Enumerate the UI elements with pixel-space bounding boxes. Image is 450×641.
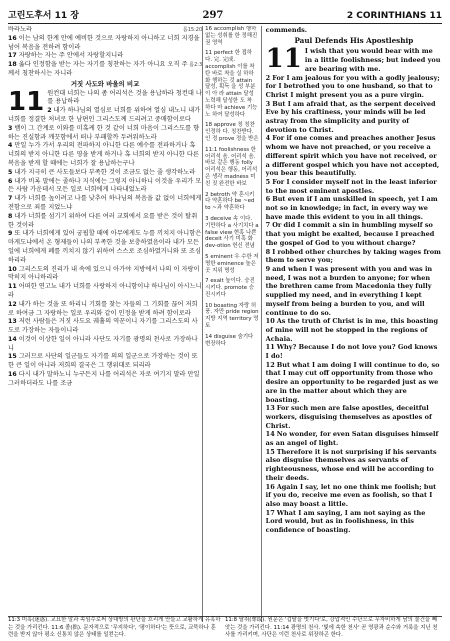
korean-verse (8, 142, 202, 168)
korean-verse (8, 230, 202, 265)
english-verse (266, 178, 442, 195)
word-note: 14 disguise 숨기다 변장하다 (205, 333, 254, 347)
verse-number: 17 (265, 508, 275, 517)
korean-verse (8, 52, 202, 61)
verse-number: 13 (265, 404, 275, 413)
verse-text: I wish that you would bear with me in a little foolishness; but indeed you are bearing with me. (304, 47, 441, 73)
verse-text: 바라노라 (8, 26, 33, 33)
verse-number: 6 (8, 177, 13, 185)
korean-verse (8, 371, 202, 389)
verse-number: 16 (8, 34, 17, 42)
korean-verse (8, 213, 202, 231)
verse-text: No wonder, for even Satan disguises himself as an angel of light. (265, 430, 439, 448)
verse-number: 10 (265, 317, 275, 326)
english-verse (266, 448, 442, 483)
korean-verse (8, 169, 202, 178)
footnotes (8, 616, 442, 639)
verse-text: and when I was present with you and was in need, I was not a burden to anyone; for when the brethren came from Macedonia they fully supplied my need, and in everything I kept myself from being a burden to you, and will continue to do so. (265, 264, 433, 317)
english-verse (266, 100, 442, 135)
verse-text: 저런 사람들은 거짓 사도요 궤휼의 역꾼이니 자기를 그리스도의 사도로 가장하는 자들이니라 (8, 318, 198, 335)
english-verse (266, 509, 442, 535)
verse-number: 14 (265, 430, 275, 439)
verse-number: 2 (47, 107, 52, 115)
cross-reference: 롬2:3 (189, 62, 203, 69)
verse-text: 어떠한 연고뇨 내가 너희를 사랑하지 아니함이냐 하나님이 아시느니라 (8, 283, 202, 299)
korean-verse (8, 283, 202, 301)
verse-text: For if one comes and preaches another Jesus whom we have not preached, or you receive a different spirit which you have not received, or a different gospel which you have not accepted, you bear this beautifully. (265, 134, 440, 178)
verse-number: 16 (8, 371, 17, 379)
chapter-number: 11 (8, 86, 45, 117)
verse-number: 6 (265, 195, 271, 204)
word-note: 10 boasting 자랑 허풍. 자만 pride region 지방 지역 territory 영토 (205, 302, 259, 330)
korean-section-heading: 거짓 사도와 바울의 비교 (70, 79, 140, 88)
verse-text: 내가 비록 말에는 졸하나 지식에는 그렇지 아니하니 이것을 우리가 모든 사람 가운데서 모든 일로 너희에게 나타내었노라 (8, 177, 202, 194)
verse-number: 11 (8, 283, 17, 291)
word-note: 5 eminent 우 수한 저명한 eminence 높은 곳 지위 명성 (205, 253, 259, 274)
verse-number: 15 (8, 353, 17, 361)
verse-number: 13 (8, 318, 17, 326)
english-verse (266, 221, 442, 247)
english-column (262, 26, 442, 622)
verse-text: 그러므로 사단의 일군들도 자기를 의의 일군으로 가장하는 것이 또한 큰 일이 아니라 저희의 결국은 그 행위대로 되리라 (8, 353, 198, 370)
verse-text: Why? Because I do not love you? God knows I do! (265, 343, 438, 361)
verse-text: 내가 하는 것을 또 하리니 기회를 찾는 자들의 그 기회를 끊어 저희로 하여금 그 자랑하는 일로 우리와 같이 인정을 받게 하려 함이로라 (8, 300, 198, 317)
korean-verse (8, 195, 202, 213)
verse-text: But even if I am unskilled in speech, yet I am not so in knowledge; in fact, in every way we have made this evident to you in all things. (265, 195, 438, 221)
verse-number: 16 (265, 482, 275, 491)
verse-number: 12 (8, 300, 17, 308)
verse-text: 또 내가 너희에게 있어 궁핍할 때에 아무에게도 누를 끼치지 아니함은 마게도냐에서 온 형제들이 나의 부족한 것을 보충하였음이라 내가 모든 일에 너희에게 폐를 끼치지 않기 위하여 스스로 조심하였거니와 또 조심하리라 (8, 230, 202, 264)
verse-text: Again I say, let no one think me foolish; but if you do, receive me even as foolish, so that I also may boast a little. (265, 482, 437, 508)
verse-text: 그리스도의 진리가 내 속에 있으니 아가야 지방에서 나의 이 자랑이 막히지 아니하리라 (8, 265, 200, 282)
verse-number: 7 (8, 195, 13, 203)
chapter-number: 11 (265, 44, 302, 75)
verse-number: 15 (265, 447, 275, 456)
verse-text: What I am saying, I am not saying as the Lord would, but as in foolishness, in this confidence of boasting. (265, 508, 426, 535)
verse-number: 2 (265, 73, 271, 82)
verse-text: 이는 남의 한계 안에 예비한 것으로 자랑하지 아니하고 너희 지경을 넘어 복음을 전하려 함이라 (8, 34, 200, 51)
korean-verse (8, 35, 202, 53)
korean-verse (8, 26, 202, 35)
verse-text: 이것이 이상한 일이 아니라 사단도 자기를 광명의 천사로 가장하나니 (8, 335, 198, 352)
footnote-right: 11:8 탈취(奪取). 원문은 '겁탈을 벗기다'로, 강압적인 수단으로 무자비하게 남의 물건을 빼앗는 것을 가리킨다. 11:14 광명의 천사. '빛에 속한 천사' 곧 영광과 순수와 거룩을 지닌 천사를 가리키며, 사단은 이런 천사로 위장하곤 한다. (225, 617, 438, 638)
verse-text: 원컨대 너희는 나의 좀 어리석은 것을 용납하라 청컨대 나를 용납하라 (47, 89, 202, 106)
verse-number: 8 (8, 212, 13, 220)
verse-text: Or did I commit a sin in humbling myself so that you might be exalted, because I preached the gospel of God to you without charge? (265, 221, 435, 247)
verse-number: 11 (265, 343, 275, 352)
verse-number: 17 (8, 52, 17, 60)
verse-text: 자랑하는 자는 주 안에서 자랑할지니라 (18, 52, 124, 60)
verse-text: For I am jealous for you with a godly jealousy; for I betrothed you to one husband, so that to Christ I might present you as a pure virgin. (265, 73, 440, 99)
verse-text: 내가 너희를 높이려고 나를 낮추어 하나님의 복음을 값 없이 너희에게 전함으로 죄를 지었느냐 (8, 195, 202, 211)
verse-text: 내가 지극히 큰 사도들보다 부족한 것이 조금도 없는 줄 생각하노라 (14, 168, 196, 176)
verse-text: As the truth of Christ is in me, this boasting of mine will not be stopped in the regions of Achaia. (265, 317, 439, 343)
word-note: 11:1 foolishness 한 어리석 음. 어리석 음. 바보 같은 행동 folly 어리석은 행동, 어리석 은 생각 madness 미친 짓 완전한 바보 (205, 146, 258, 187)
verse-number: 14 (8, 335, 17, 343)
verse-number: 8 (265, 247, 271, 256)
verse-text: 내가 너희를 섬기기 위하여 다른 여러 교회에서 요를 받은 것이 탈취한 것이라 (8, 212, 198, 229)
korean-column (8, 26, 202, 622)
page-header (8, 8, 442, 24)
word-note: 3 deceive 속 이다. 기만하다 a 사기치다 a false view 현혹 나쁜 deceit 사기 미혹 화 dev-otion 헌신 전념 (205, 215, 259, 250)
english-verse (266, 361, 442, 405)
korean-verse (8, 178, 202, 196)
verse-number: 5 (8, 168, 13, 176)
verse-number: 4 (8, 142, 13, 150)
verse-number: 7 (265, 221, 271, 230)
korean-verse (8, 301, 202, 319)
word-note: 2 betroth 약 혼시키다 약혼하다 be ~ed to ~과 약혼하다 (205, 191, 255, 212)
verse-number: 18 (8, 61, 17, 69)
verse-text: 내가 하나님의 열심로 너희를 위하여 열심 내노니 내가 너희를 정결한 처녀로 한 남편인 그리스도께 드리려고 중매함이로다 (8, 107, 201, 123)
verse-number: 10 (8, 265, 17, 273)
english-section-heading: Paul Defends His Apostleship (294, 35, 414, 45)
verse-text: Therefore it is not surprising if his servants also disguise themselves as servants of righteousness, whose end will be according to their deeds. (265, 447, 437, 482)
verse-text: 만일 누가 가서 우리의 전파하지 아니한 다른 예수를 전파하거나 혹 너희의 받지 아니한 다른 영을 받게 하거나 혹 너희의 받지 아니한 다른 복음을 받게 할 때에는 너희가 잘 용납하는구나 (8, 142, 199, 167)
cross-reference: 롬15:20 (182, 27, 203, 33)
header-english-title: 2 CORINTHIANS 11 (346, 11, 442, 21)
verse-number: 4 (265, 134, 271, 143)
english-verse (266, 134, 442, 178)
verse-text: For such men are false apostles, deceitful workers, disguising themselves as apostles of Christ. (265, 404, 432, 430)
english-intro: commends. (265, 26, 308, 34)
english-verse (266, 430, 442, 447)
english-verse (265, 44, 442, 75)
korean-verse (8, 353, 202, 371)
english-verse (266, 195, 442, 221)
word-notes-column (202, 26, 262, 622)
verse-text: 다시 내가 말하노니 누구든지 나를 어리석은 자로 여기지 말라 만일 그러하더라도 나를 조금 (8, 371, 200, 387)
korean-verse (8, 318, 202, 336)
english-verse (266, 404, 442, 430)
korean-verse (8, 125, 202, 143)
word-note: 18 approve 칭 칭찬 인정하 다. 칭찬받다. 인 정 prove 정을 받은 (205, 122, 259, 142)
word-note: 7 exalt 높이다. 승진시키다. promote 승 진시키다 (205, 278, 255, 298)
korean-verse (8, 336, 202, 354)
verse-text: 뱀이 그 간계로 이와를 미혹케 한 것 같이 너희 마음이 그리스도를 향하는 진실함과 깨끗함에서 떠나 부패할까 두려워하노라 (8, 124, 200, 141)
verse-text: 옳다 인정함을 받는 자는 자기를 칭찬하는 자가 아니요 오직 주께서 칭찬하시는 자니라 (8, 61, 188, 77)
verse-number: 3 (8, 124, 13, 132)
english-verse (266, 317, 442, 343)
english-verse (266, 265, 442, 317)
word-note: 11 perfect 한 접하다. 完. 完成. accomplish 이를 착 탄 바로 착을 실 하하 화 행하는 것 attain 달성, 획득 을 성 부분이 아 라 attain 달성 노력해 달성한 도 착 하다 마 achieve 기능 노 하여 달성하다 (205, 50, 258, 118)
verse-number: 9 (8, 230, 13, 238)
english-verse (266, 343, 442, 360)
verse-text: I robbed other churches by taking wages from them to serve you; (265, 247, 441, 265)
verse-text: For I consider myself not in the least inferior to the most eminent apostles. (265, 177, 437, 195)
verse-number: 12 (265, 360, 275, 369)
english-verse (266, 74, 442, 100)
header-korean-title: 고린도후서 11 장 (8, 11, 79, 21)
verse-text: But what I am doing I will continue to do, so that I may cut off opportunity from those who desire an opportunity to be regarded just as we are in the matter about which they are boasting. (265, 360, 440, 404)
verse-number: 9 (265, 264, 271, 273)
korean-verse (8, 61, 202, 79)
verse-text: But I am afraid that, as the serpent deceived Eve by his craftiness, your minds will be led astray from the simplicity and purity of devotion to Christ. (265, 99, 436, 134)
english-verse (266, 248, 442, 265)
english-verse (266, 483, 442, 509)
verse-number: 5 (265, 177, 271, 186)
word-note: 16 accomplish 행하 없는 성취를 한 정해진 권 영역 (205, 26, 258, 46)
korean-verse (8, 266, 202, 284)
verse-number: 3 (265, 99, 271, 108)
footnote-left: 11:3 미혹(迷惑). 교묘한 말과 속임수로써 상대방의 판단을 흐리게 만들고 교활하게 유혹하는 것을 가리킨다. 11:6 졸(拙). 문자적으로 '무지하다', '평이하다'는 뜻으로, 교묵하나 훈련을 받지 않아 평소 신통치 않은 상태를 일컫는다. (8, 617, 221, 638)
page-number: 297 (202, 10, 224, 21)
